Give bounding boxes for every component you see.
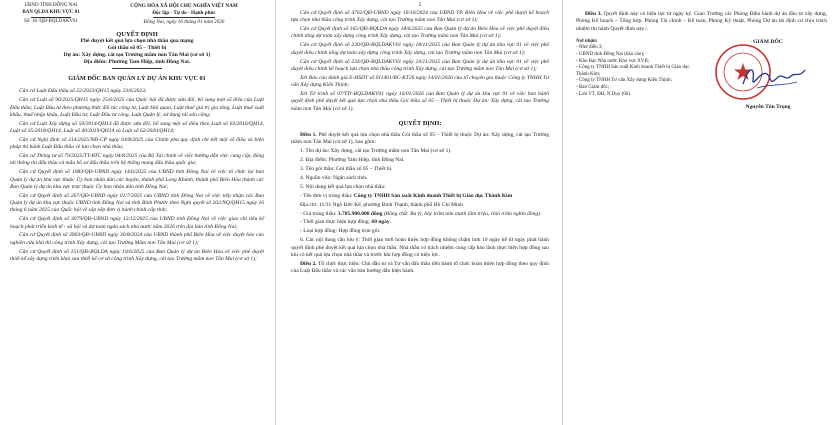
signature-area [576,39,827,112]
seal-and-signature [709,46,827,104]
document-page-2 [279,0,559,425]
signer-name: Nguyễn Tôn Trọng [745,104,791,111]
legal-basis: Xét Tờ trình số 07/TTr-BQLDAKV01 ngày 16/01/2026 của Ban Quản lý dự án khu vực 01 về việc ban hành quyết định phê duyệt kết quả lựa chọn nhà thầu Gói thầu số 05 – Thiết bị thuộc Dự án: Xây dựng, cải tạo Trường mầm non Tân Mai (cơ sở 1). [291,90,549,112]
agency-block [10,3,92,26]
duration-line: - Thời gian thực hiện hợp đồng: 60 ngày. [300,219,392,226]
page-divider [562,0,563,425]
document-number: Số: 16 /QĐ-BQLDAKV01 [24,19,78,24]
recipient-item: - Như điều 3; [576,45,603,51]
legal-basis: Căn cứ Quyết định số 4762/QĐ-UBND ngày 16/10/2024 của UBND TP. Biên Hòa về việc phê duyệt kế hoạch lựa chọn nhà thầu công trình Xây dựng, cải tạo Trường mầm non Tân Mai (cơ sở 1); [291,10,549,24]
recipient-item: - Ban Giám đốc; [576,85,610,91]
article-2-label: Điều 2. [300,260,317,267]
page-divider [275,0,276,425]
recipients-block [576,39,694,112]
legal-basis: Căn cứ Luật số 90/2025/QH15 ngày 25/6/2025 của Quốc hội đã được sửa đổi, bổ sung một số điều của Luật Đấu thầu; Luật Đầu tư theo phương thức đối tác công tư, Luật Hải quan, Luật thuế giá trị gia tăng, Luật thuế xuất khẩu, thuế nhập khẩu, Luật Đầu tư, Luật Đầu tư công, Luật Quản lý, sử dụng tài sản công; [10,97,264,118]
document-page-1 [0,0,272,425]
price-line [291,211,549,218]
page-number: 2 [418,3,422,8]
article-1-item: 3. Tên gói thầu: Gói thầu số 05 – Thiết bị. [300,166,393,173]
article-1-item: 4. Nguồn vốn: Ngân sách tỉnh. [300,174,368,181]
contract-type: - Loại hợp đồng: Hợp đồng trọn gói. [300,228,381,235]
article-3 [576,11,827,33]
legal-bases-page-2 [291,10,549,113]
legal-basis: Căn cứ Quyết định số 165/QĐ-BQLDA ngày 18/6/2025 của Ban Quản lý dự án Biên Hòa về việc phê duyệt điều chỉnh tổng dự toán xây dựng công trình Xây dựng, cải tạo Trường mầm non Tân Mai (cơ sở 1); [291,26,549,40]
article-1 [291,132,549,147]
article-1-item-6: 6. Các nội dung cần lưu ý: Thời gian mời hoàn thiện hợp đồng không chậm hơn 10 ngày kể từ ngày phát hành quyết định phê duyệt kết quả lựa chọn nhà thầu. Nhà thầu có trách nhiệm cung cấp bảo lãnh thực hiện hợp đồng sau khi có kết quả lựa chọn nhà thầu và trước khi hợp đồng có hiệu lực. [291,237,549,258]
winner-name: Công ty TNHH Sản xuất Kinh doanh Thiết bị Giáo dục Thành Kim [353,192,513,199]
recipient-item: - Kho Bạc Nhà nước Khu vực XVII; [576,58,650,64]
subject-line-1: Phê duyệt kết quả lựa chọn nhà thầu qua mạng [80,38,194,45]
article-3-label: Điều 3. [585,11,602,17]
article-2 [291,261,549,276]
place-date: Đồng Nai, ngày 16 tháng 01 năm 2026 [143,19,225,26]
recipient-item: - Công ty TNHH Tư vấn Xây dựng Kiến Thịnh; [576,78,672,84]
legal-basis: Căn cứ Quyết định số 151/QĐ-BQLDA ngày 10/6/2025 của Ban Quản lý dự án Biên Hòa về việc phê duyệt thiết kế xây dựng triển khai sau thiết kế cơ sở công trình Xây dựng, cải tạo Trường mầm non Tân Mai (cơ sở 1); [10,248,264,262]
handwritten-signature-icon [739,60,809,94]
legal-bases-page-1 [10,88,264,263]
legal-basis: Căn cứ Thông tư số 79/2025/TT-BTC ngày 04/8/2025 của Bộ Tài chính về việc hướng dẫn việc cung cấp, đăng tải thông tin đấu thầu và mẫu hồ sơ đấu thầu trên hệ thống mạng đấu thầu quốc gia; [10,153,264,167]
legal-basis: Căn cứ Quyết định số 1983/QĐ-UBND ngày 14/6/2025 của UBND tỉnh Đồng Nai về việc tổ chức lại ban Quản lý dự án khu vực thuộc Ủy ban nhân dân các huyện, thành phố Long Khánh, thành phố Biên Hòa thành các Ban Quản lý dự án khu vực trực thuộc Ủy ban nhân dân tỉnh Đồng Nai; [10,169,264,190]
winner-address: Địa chỉ: 11/31 Ngô Đức Kế, phường Bình Thạnh, thành phố Hồ Chí Minh [300,201,464,208]
duration-label: - Thời gian thực hiện hợp đồng: [300,219,372,226]
article-2-text: Tổ chức thực hiện: Chủ đầu tư và Tư vấn đấu thầu tiến hành tổ chức hoàn thiện hợp đồng theo quy định của Luật Đấu thầu và các văn bản hướng dẫn hiện hành. [291,260,550,274]
price-label: - Giá trúng thầu: [300,210,338,217]
document-type: QUYẾT ĐỊNH [116,30,158,38]
recipients-title: Nơi nhận: [576,38,598,44]
legal-basis: Căn cứ Quyết định số 3903/QĐ-UBND ngày 30/8/2024 của UBND thành phố Biên Hòa về việc duyệt báo cáo nghiên cứu khả thi công trình Xây dựng, cải tạo Trường Mầm non Tân Mai (cơ sở 1); [10,232,264,246]
agency-name: BAN QLDA KHU VỰC 01 [22,9,80,15]
nation-motto: Độc lập - Tự do - Hạnh phúc [152,9,216,16]
legal-basis: Căn cứ Nghị định số 214/2025/NĐ-CP ngày 04/8/2025 của Chính phủ quy định chi tiết một số điều và biện pháp thi hành Luật Đấu thầu về lựa chọn nhà thầu; [10,136,264,151]
issuer-title: GIÁM ĐỐC BAN QUẢN LÝ DỰ ÁN KHU VỰC 01 [68,75,206,83]
article-1-item: 1. Tên dự án: Xây dựng, cải tạo Trường mầm non Tân Mai (cơ sở 1). [300,148,452,155]
recipient-item: - Lưu VT, ĐH, N.Duy (6b). [576,91,632,97]
legal-basis: Căn cứ Luật Đấu thầu số 22/2023/QH15 ngày 23/6/2023; [19,88,147,95]
article-1-item: 2. Địa điểm: Phường Tam Hiệp, tỉnh Đồng Nai. [300,157,405,164]
document-header [10,3,264,26]
legal-basis: Căn cứ Luật Xây dựng số 50/2014/QH13 đã được sửa đổi, bổ sung một số điều theo Luật số 03/2016/QH14, Luật số 35/2018/QH14, Luật số 40/2019/QH14 và Luật số 62/2020/QH14; [10,120,264,135]
duration-value: 60 ngày [371,219,390,226]
signature-block [709,39,827,112]
title-underline [112,68,162,69]
article-1-intro: Phê duyệt kết quả lựa chọn nhà thầu Gói thầu số 05 – Thiết bị thuộc Dự án: Xây dựng, cải tạo Trường mầm non Tân Mai (cơ sở 1), bao gồm: [291,132,550,146]
decision-heading: QUYẾT ĐỊNH: [398,119,442,127]
agency-underline [31,17,71,18]
legal-basis: Căn cứ Quyết định số 234/QĐ-BQLDAKV01 ngày 24/11/2025 của Ban Quản lý dự án khu vực 01 về việc phê duyệt điều chỉnh kế hoạch lựa chọn nhà thầu công trình Xây dựng, cải tạo Trường mầm non Tân Mai (cơ sở 1); [291,58,549,72]
article-1-label: Điều 1. [300,132,317,139]
signer-title: GIÁM ĐỐC [753,38,783,45]
project-name: Dự án: Xây dựng, cải tạo Trường mầm non Tân Mai (cơ sở 1) [63,52,211,59]
winner-label: - Tên đơn vị trúng thầu: [300,192,354,199]
agency-top: UBND TỈNH ĐỒNG NAI [24,3,78,8]
winner-line [291,193,549,200]
price-value: 3.785.900.000 đồng [337,210,383,217]
article-1-item: 5. Nội dung kết quả lựa chọn nhà thầu: [300,183,386,190]
nation-title: CỘNG HÒA XÃ HỘI CHỦ NGHĨA VIỆT NAM [130,3,238,9]
recipient-item: - Công ty TNHH Sản xuất Kinh doanh Thiết bị Giáo dục Thành Kim; [576,65,690,77]
subject-line-2: Gói thầu số 05 – Thiết bị [107,45,167,52]
recipient-item: - UBND tỉnh Đồng Nai (báo cáo); [576,52,645,58]
legal-basis: Căn cứ Quyết định số 3079/QĐ-UBND ngày 12/12/2025 của UBND tỉnh Đồng Nai về việc giao chỉ tiêu kế hoạch phát triển kinh tế - xã hội và dự toán ngân sách nhà nước năm 2026 trên địa bàn tỉnh Đồng Nai; [10,216,264,230]
legal-basis: Xét Báo cáo đánh giá E-HSDT số 011401/BC-KT26 ngày 14/01/2026 của tổ chuyên gia thuộc Công ty TNHH Tư vấn Xây dựng Kiến Thịnh; [291,74,549,89]
document-page-3 [566,0,835,425]
project-location: Địa điểm: Phường Tam Hiệp, tỉnh Đồng Nai. [83,59,191,66]
legal-basis: Căn cứ Quyết định số 230/QĐ-BQLDAKV01 ngày 18/11/2025 của Ban Quản lý dự án khu vực 01 về việc phê duyệt điều chỉnh tổng dự toán xây dựng công trình Xây dựng, cải tạo Trường mầm non Tân Mai (cơ sở 1); [291,42,549,56]
nation-block [104,3,264,26]
article-3-text: Quyết định này có hiệu lực từ ngày ký. Giao Trưởng các Phòng Điều hành dự án đầu tư xây dựng, Phòng Kế hoạch – Tổng hợp, Phòng Tài chính – Kế toán, Phòng Kỹ thuật, Phòng Dự án tài định cư chịu trách nhiệm thi hành Quyết định này./. [576,11,828,32]
price-words: (Bằng chữ: Ba tỷ, bảy trăm tám mươi lăm triệu, chín trăm nghìn đồng). [382,210,542,217]
legal-basis: Căn cứ Quyết định số 267/QĐ-UBND ngày 01/7/2025 của UBND tỉnh Đồng Nai về việc tiếp nhận các Ban Quản lý dự án khu vực thuộc UBND tỉnh Đồng Nai và tỉnh Bình Phước theo Nghị quyết số 202/NQ/QH15 ngày 16 tháng 6 năm 2025 của Quốc hội về sắp xếp đơn vị hành chính cấp tỉnh; [10,192,264,214]
